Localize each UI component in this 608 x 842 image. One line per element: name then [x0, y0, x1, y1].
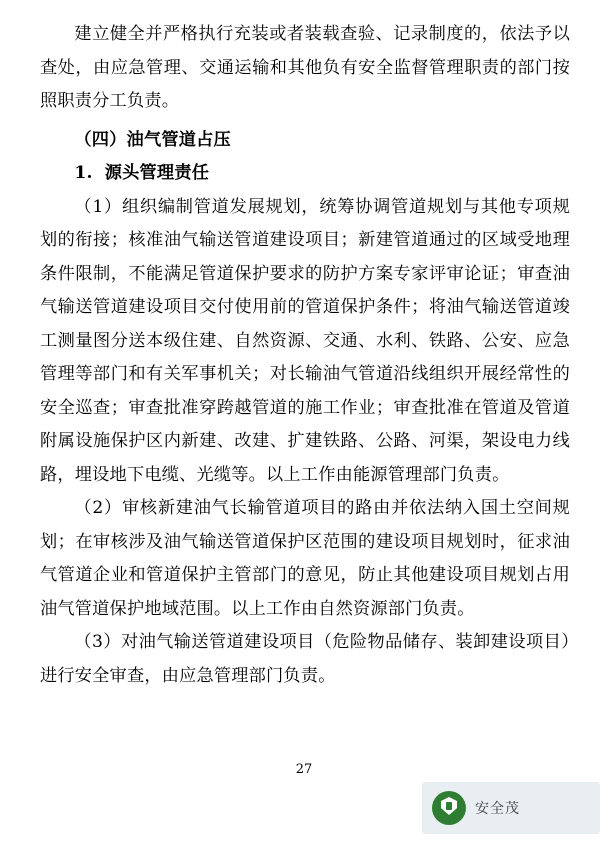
subsection-number: 1.	[74, 163, 93, 183]
page-number: 27	[295, 762, 313, 777]
paragraph-item-2: （2）审核新建油气长输管道项目的路由并依法纳入国土空间规划；在审核涉及油气输送管道保护区范围的建设项目规划时，征求油气管道企业和管道保护主管部门的意见，防止其他建设项目规划占用油气管道保护地域范围。以上工作由自然资源部门负责。	[40, 498, 570, 619]
watermark-label: 安全茂	[475, 801, 520, 817]
section-heading-four: （四）油气管道占压	[74, 129, 231, 150]
subsection-title: 源头管理责任	[104, 163, 210, 183]
document-body	[40, 18, 570, 693]
shield-icon	[432, 791, 466, 825]
watermark-badge	[422, 782, 600, 834]
subsection-heading-one	[40, 157, 570, 191]
paragraph-item-3: （3）对油气输送管道建设项目（危险物品储存、装卸建设项目）进行安全审查，由应急管理部门负责。	[40, 632, 570, 686]
paragraph-item-1: （1）组织编制管道发展规划，统筹协调管道规划与其他专项规划的衔接；核准油气输送管道建设项目；新建管道通过的区域受地理条件限制，不能满足管道保护要求的防护方案专家评审论证；审查油气输送管道建设项目交付使用前的管道保护条件；将油气输送管道竣工测量图分送本级住建、自然资源、交通、水利、铁路、公安、应急管理等部门和有关军事机关；对长输油气管道沿线组织开展经常性的安全巡查；审查批准穿跨越管道的施工作业；审查批准在管道及管道附属设施保护区内新建、改建、扩建铁路、公路、河渠，架设电力线路，埋设地下电缆、光缆等。以上工作由能源管理部门负责。	[40, 196, 570, 485]
paragraph-continuation: 建立健全并严格执行充装或者装载查验、记录制度的，依法予以查处，由应急管理、交通运输和其他负有安全监督管理职责的部门按照职责分工负责。	[40, 24, 570, 111]
